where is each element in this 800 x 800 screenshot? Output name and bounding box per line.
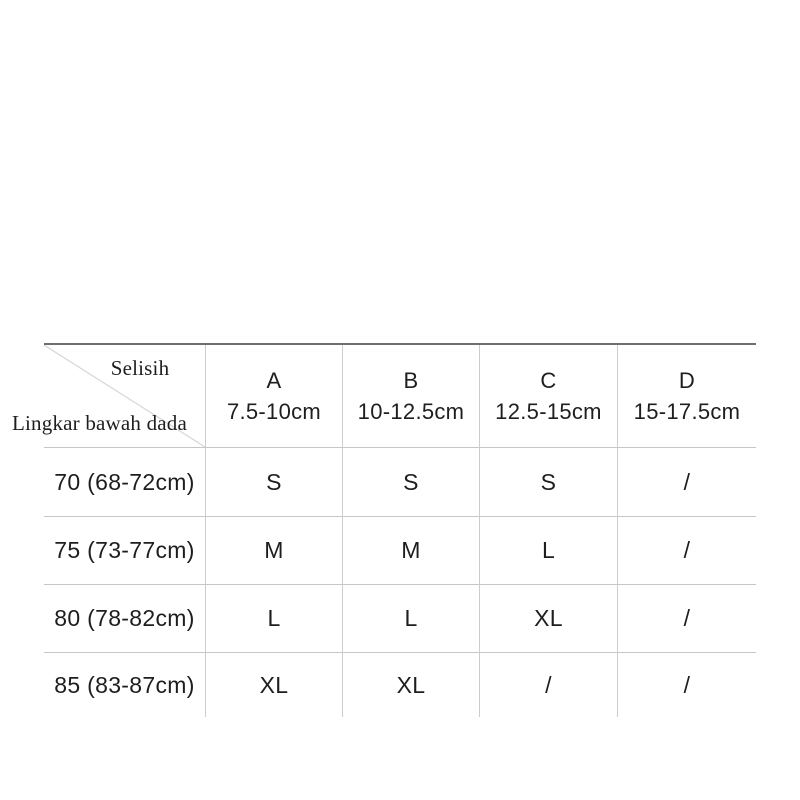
- column-header-d: [618, 345, 756, 448]
- size-cell-80-a: L: [206, 585, 343, 653]
- corner-cell: [12, 345, 206, 448]
- column-letter-b: B: [403, 368, 419, 393]
- size-cell-80-c: XL: [480, 585, 618, 653]
- size-cell-85-a: XL: [206, 653, 343, 717]
- size-cell-75-c: L: [480, 517, 618, 585]
- size-cell-75-a: M: [206, 517, 343, 585]
- size-cell-70-d: /: [618, 448, 756, 517]
- size-cell-85-d: /: [683, 671, 691, 698]
- column-range-d: 15-17.5cm: [633, 399, 741, 424]
- row-label-70: 70 (68-72cm): [44, 448, 206, 517]
- column-range-c: 12.5-15cm: [495, 399, 602, 424]
- row-label-80: 80 (78-82cm): [44, 585, 206, 653]
- column-header-b: [343, 345, 480, 448]
- size-cell-70-a: S: [206, 448, 343, 517]
- size-cell-75-d: /: [618, 517, 756, 585]
- size-cell-85-b: XL: [343, 653, 480, 717]
- column-range-b: 10-12.5cm: [357, 399, 465, 424]
- corner-label-lingkar-bawah-dada: Lingkar bawah dada: [12, 411, 188, 435]
- row-label-75: 75 (73-77cm): [44, 517, 206, 585]
- size-cell-80-d: /: [618, 585, 756, 653]
- size-cell-70-b: S: [343, 448, 480, 517]
- column-letter-d: D: [678, 368, 696, 393]
- row-label-85: 85 (83-87cm): [44, 653, 206, 717]
- size-cell-75-b: M: [343, 517, 480, 585]
- column-letter-a: A: [266, 368, 282, 393]
- size-cell-80-b: L: [343, 585, 480, 653]
- column-letter-c: C: [540, 368, 557, 393]
- column-range-a: 7.5-10cm: [226, 399, 322, 424]
- column-header-c: [480, 345, 618, 448]
- column-header-a: [206, 345, 343, 448]
- size-cell-85-c: /: [480, 653, 618, 717]
- size-cell-70-c: S: [480, 448, 618, 517]
- size-table: [12, 343, 756, 717]
- corner-label-selisih: Selisih: [110, 356, 170, 380]
